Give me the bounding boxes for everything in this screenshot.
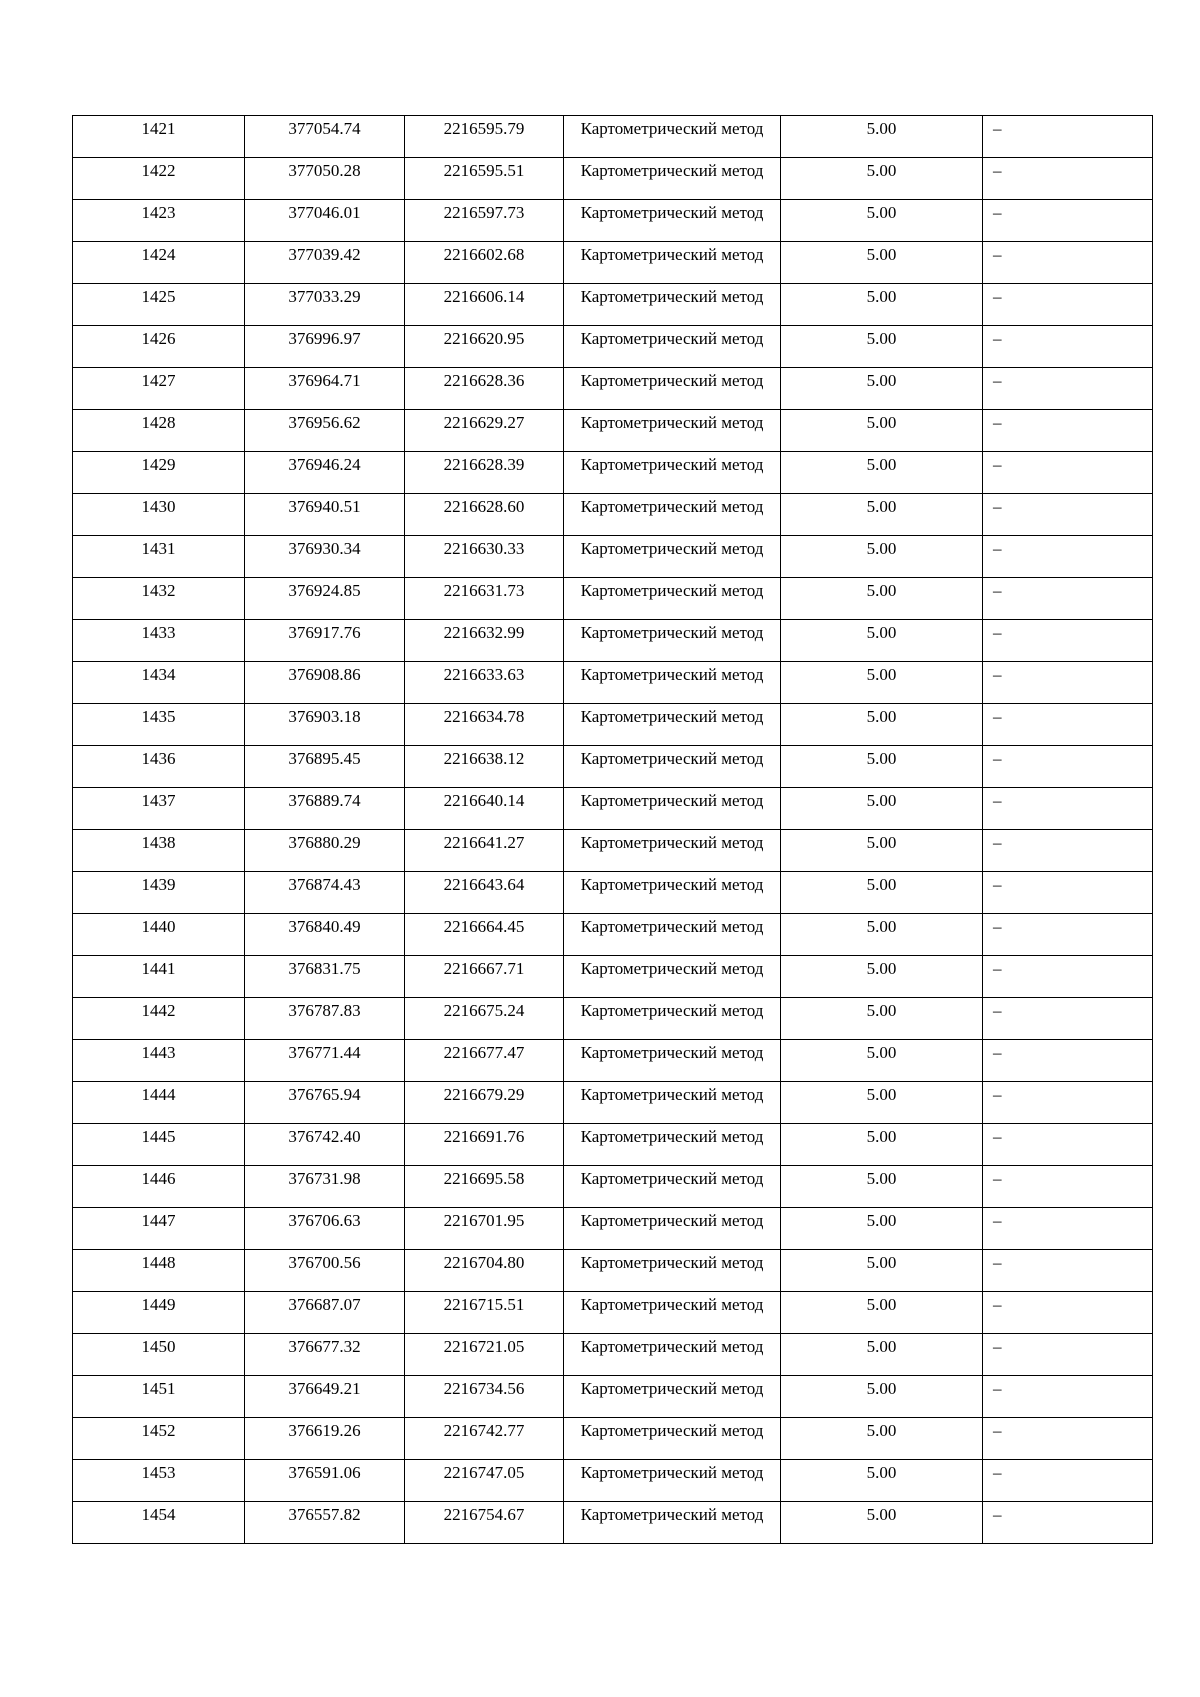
coordinate-x-cell: 377050.28 (245, 158, 405, 200)
method-cell: Картометрический метод (564, 1292, 781, 1334)
note-cell: – (983, 746, 1153, 788)
coordinate-y-cell: 2216691.76 (405, 1124, 564, 1166)
note-cell: – (983, 578, 1153, 620)
coordinate-y-cell: 2216630.33 (405, 536, 564, 578)
coordinate-x-cell: 376964.71 (245, 368, 405, 410)
table-row (73, 494, 1153, 536)
coordinate-y-cell: 2216679.29 (405, 1082, 564, 1124)
coordinate-y-cell: 2216628.39 (405, 452, 564, 494)
coordinate-y-cell: 2216638.12 (405, 746, 564, 788)
table-row (73, 746, 1153, 788)
accuracy-cell: 5.00 (781, 704, 983, 746)
point-number-cell: 1431 (73, 536, 245, 578)
coordinate-x-cell: 377046.01 (245, 200, 405, 242)
method-cell: Картометрический метод (564, 494, 781, 536)
coordinate-y-cell: 2216754.67 (405, 1502, 564, 1544)
table-row (73, 578, 1153, 620)
coordinate-y-cell: 2216634.78 (405, 704, 564, 746)
point-number-cell: 1425 (73, 284, 245, 326)
table-row (73, 284, 1153, 326)
accuracy-cell: 5.00 (781, 620, 983, 662)
accuracy-cell: 5.00 (781, 284, 983, 326)
coordinate-y-cell: 2216677.47 (405, 1040, 564, 1082)
method-cell: Картометрический метод (564, 1502, 781, 1544)
method-cell: Картометрический метод (564, 1334, 781, 1376)
accuracy-cell: 5.00 (781, 1376, 983, 1418)
method-cell: Картометрический метод (564, 578, 781, 620)
point-number-cell: 1436 (73, 746, 245, 788)
point-number-cell: 1450 (73, 1334, 245, 1376)
point-number-cell: 1427 (73, 368, 245, 410)
table-row (73, 620, 1153, 662)
method-cell: Картометрический метод (564, 242, 781, 284)
coordinate-x-cell: 376956.62 (245, 410, 405, 452)
coordinate-x-cell: 376996.97 (245, 326, 405, 368)
note-cell: – (983, 1460, 1153, 1502)
method-cell: Картометрический метод (564, 284, 781, 326)
coordinate-x-cell: 376831.75 (245, 956, 405, 998)
accuracy-cell: 5.00 (781, 494, 983, 536)
coordinate-x-cell: 376889.74 (245, 788, 405, 830)
note-cell: – (983, 872, 1153, 914)
point-number-cell: 1443 (73, 1040, 245, 1082)
point-number-cell: 1430 (73, 494, 245, 536)
accuracy-cell: 5.00 (781, 1124, 983, 1166)
point-number-cell: 1432 (73, 578, 245, 620)
accuracy-cell: 5.00 (781, 1334, 983, 1376)
note-cell: – (983, 830, 1153, 872)
method-cell: Картометрический метод (564, 1418, 781, 1460)
coordinate-y-cell: 2216643.64 (405, 872, 564, 914)
table-row (73, 116, 1153, 158)
coordinate-y-cell: 2216595.51 (405, 158, 564, 200)
accuracy-cell: 5.00 (781, 662, 983, 704)
coordinate-y-cell: 2216633.63 (405, 662, 564, 704)
table-row (73, 1208, 1153, 1250)
accuracy-cell: 5.00 (781, 158, 983, 200)
point-number-cell: 1438 (73, 830, 245, 872)
coordinate-y-cell: 2216595.79 (405, 116, 564, 158)
table-row (73, 326, 1153, 368)
point-number-cell: 1428 (73, 410, 245, 452)
coordinate-y-cell: 2216675.24 (405, 998, 564, 1040)
accuracy-cell: 5.00 (781, 1040, 983, 1082)
note-cell: – (983, 158, 1153, 200)
method-cell: Картометрический метод (564, 452, 781, 494)
table-row (73, 1418, 1153, 1460)
accuracy-cell: 5.00 (781, 368, 983, 410)
accuracy-cell: 5.00 (781, 536, 983, 578)
coordinate-x-cell: 376895.45 (245, 746, 405, 788)
coordinate-y-cell: 2216597.73 (405, 200, 564, 242)
coordinate-y-cell: 2216606.14 (405, 284, 564, 326)
method-cell: Картометрический метод (564, 1250, 781, 1292)
note-cell: – (983, 956, 1153, 998)
coordinate-y-cell: 2216721.05 (405, 1334, 564, 1376)
coordinate-y-cell: 2216628.60 (405, 494, 564, 536)
method-cell: Картометрический метод (564, 1376, 781, 1418)
coordinate-x-cell: 376924.85 (245, 578, 405, 620)
coordinate-x-cell: 376557.82 (245, 1502, 405, 1544)
coordinate-y-cell: 2216628.36 (405, 368, 564, 410)
accuracy-cell: 5.00 (781, 872, 983, 914)
accuracy-cell: 5.00 (781, 1208, 983, 1250)
table-row (73, 536, 1153, 578)
coordinate-y-cell: 2216734.56 (405, 1376, 564, 1418)
table-row (73, 830, 1153, 872)
coordinate-y-cell: 2216715.51 (405, 1292, 564, 1334)
coordinate-x-cell: 376619.26 (245, 1418, 405, 1460)
method-cell: Картометрический метод (564, 620, 781, 662)
accuracy-cell: 5.00 (781, 1166, 983, 1208)
point-number-cell: 1445 (73, 1124, 245, 1166)
accuracy-cell: 5.00 (781, 1460, 983, 1502)
coordinate-x-cell: 376677.32 (245, 1334, 405, 1376)
note-cell: – (983, 620, 1153, 662)
method-cell: Картометрический метод (564, 746, 781, 788)
point-number-cell: 1454 (73, 1502, 245, 1544)
coordinate-x-cell: 376903.18 (245, 704, 405, 746)
coordinate-y-cell: 2216632.99 (405, 620, 564, 662)
point-number-cell: 1426 (73, 326, 245, 368)
table-row (73, 1040, 1153, 1082)
note-cell: – (983, 242, 1153, 284)
coordinate-x-cell: 376591.06 (245, 1460, 405, 1502)
point-number-cell: 1437 (73, 788, 245, 830)
note-cell: – (983, 326, 1153, 368)
table-row (73, 872, 1153, 914)
note-cell: – (983, 1040, 1153, 1082)
method-cell: Картометрический метод (564, 326, 781, 368)
table-row (73, 1334, 1153, 1376)
table-row (73, 1082, 1153, 1124)
coordinate-x-cell: 376706.63 (245, 1208, 405, 1250)
accuracy-cell: 5.00 (781, 242, 983, 284)
note-cell: – (983, 1166, 1153, 1208)
coordinate-y-cell: 2216742.77 (405, 1418, 564, 1460)
table-row (73, 998, 1153, 1040)
coordinate-x-cell: 376874.43 (245, 872, 405, 914)
method-cell: Картометрический метод (564, 1460, 781, 1502)
coordinate-y-cell: 2216747.05 (405, 1460, 564, 1502)
accuracy-cell: 5.00 (781, 956, 983, 998)
table-row (73, 1460, 1153, 1502)
coordinate-x-cell: 377033.29 (245, 284, 405, 326)
coordinate-x-cell: 376946.24 (245, 452, 405, 494)
coordinate-x-cell: 376649.21 (245, 1376, 405, 1418)
table-row (73, 410, 1153, 452)
point-number-cell: 1423 (73, 200, 245, 242)
point-number-cell: 1435 (73, 704, 245, 746)
point-number-cell: 1424 (73, 242, 245, 284)
method-cell: Картометрический метод (564, 956, 781, 998)
coordinate-x-cell: 376940.51 (245, 494, 405, 536)
table-row (73, 956, 1153, 998)
note-cell: – (983, 1124, 1153, 1166)
point-number-cell: 1452 (73, 1418, 245, 1460)
accuracy-cell: 5.00 (781, 1250, 983, 1292)
note-cell: – (983, 998, 1153, 1040)
coordinate-x-cell: 376731.98 (245, 1166, 405, 1208)
table-row (73, 1376, 1153, 1418)
method-cell: Картометрический метод (564, 1124, 781, 1166)
table-row (73, 1166, 1153, 1208)
note-cell: – (983, 1082, 1153, 1124)
point-number-cell: 1446 (73, 1166, 245, 1208)
method-cell: Картометрический метод (564, 158, 781, 200)
note-cell: – (983, 1502, 1153, 1544)
method-cell: Картометрический метод (564, 200, 781, 242)
method-cell: Картометрический метод (564, 116, 781, 158)
coordinate-y-cell: 2216667.71 (405, 956, 564, 998)
accuracy-cell: 5.00 (781, 1502, 983, 1544)
method-cell: Картометрический метод (564, 410, 781, 452)
table-row (73, 1250, 1153, 1292)
method-cell: Картометрический метод (564, 788, 781, 830)
point-number-cell: 1448 (73, 1250, 245, 1292)
point-number-cell: 1449 (73, 1292, 245, 1334)
accuracy-cell: 5.00 (781, 746, 983, 788)
coordinate-x-cell: 376742.40 (245, 1124, 405, 1166)
method-cell: Картометрический метод (564, 914, 781, 956)
point-number-cell: 1433 (73, 620, 245, 662)
note-cell: – (983, 1208, 1153, 1250)
note-cell: – (983, 788, 1153, 830)
method-cell: Картометрический метод (564, 998, 781, 1040)
method-cell: Картометрический метод (564, 536, 781, 578)
coordinate-x-cell: 377039.42 (245, 242, 405, 284)
method-cell: Картометрический метод (564, 1040, 781, 1082)
coordinate-y-cell: 2216701.95 (405, 1208, 564, 1250)
coordinate-x-cell: 376700.56 (245, 1250, 405, 1292)
accuracy-cell: 5.00 (781, 410, 983, 452)
note-cell: – (983, 536, 1153, 578)
coordinate-x-cell: 376840.49 (245, 914, 405, 956)
table-row (73, 704, 1153, 746)
coordinate-y-cell: 2216629.27 (405, 410, 564, 452)
point-number-cell: 1421 (73, 116, 245, 158)
coordinate-y-cell: 2216640.14 (405, 788, 564, 830)
method-cell: Картометрический метод (564, 368, 781, 410)
note-cell: – (983, 1334, 1153, 1376)
method-cell: Картометрический метод (564, 1082, 781, 1124)
table-row (73, 1502, 1153, 1544)
note-cell: – (983, 368, 1153, 410)
table-row (73, 452, 1153, 494)
table-row (73, 914, 1153, 956)
note-cell: – (983, 1292, 1153, 1334)
accuracy-cell: 5.00 (781, 1082, 983, 1124)
table-row (73, 1124, 1153, 1166)
coordinate-y-cell: 2216620.95 (405, 326, 564, 368)
note-cell: – (983, 494, 1153, 536)
point-number-cell: 1451 (73, 1376, 245, 1418)
accuracy-cell: 5.00 (781, 1418, 983, 1460)
table-row (73, 788, 1153, 830)
coordinate-x-cell: 376771.44 (245, 1040, 405, 1082)
coordinate-x-cell: 376880.29 (245, 830, 405, 872)
coordinate-x-cell: 376787.83 (245, 998, 405, 1040)
accuracy-cell: 5.00 (781, 830, 983, 872)
table-row (73, 368, 1153, 410)
method-cell: Картометрический метод (564, 872, 781, 914)
method-cell: Картометрический метод (564, 1208, 781, 1250)
point-number-cell: 1434 (73, 662, 245, 704)
accuracy-cell: 5.00 (781, 1292, 983, 1334)
coordinate-y-cell: 2216704.80 (405, 1250, 564, 1292)
coordinate-y-cell: 2216664.45 (405, 914, 564, 956)
coordinate-x-cell: 376765.94 (245, 1082, 405, 1124)
note-cell: – (983, 116, 1153, 158)
coordinate-x-cell: 376917.76 (245, 620, 405, 662)
point-number-cell: 1441 (73, 956, 245, 998)
note-cell: – (983, 1376, 1153, 1418)
point-number-cell: 1439 (73, 872, 245, 914)
coordinates-table-body (73, 116, 1153, 1544)
method-cell: Картометрический метод (564, 662, 781, 704)
point-number-cell: 1429 (73, 452, 245, 494)
accuracy-cell: 5.00 (781, 578, 983, 620)
accuracy-cell: 5.00 (781, 998, 983, 1040)
point-number-cell: 1453 (73, 1460, 245, 1502)
note-cell: – (983, 704, 1153, 746)
coordinates-table (72, 115, 1153, 1544)
table-row (73, 1292, 1153, 1334)
table-row (73, 158, 1153, 200)
method-cell: Картометрический метод (564, 1166, 781, 1208)
note-cell: – (983, 410, 1153, 452)
point-number-cell: 1440 (73, 914, 245, 956)
note-cell: – (983, 1418, 1153, 1460)
note-cell: – (983, 914, 1153, 956)
accuracy-cell: 5.00 (781, 200, 983, 242)
table-row (73, 662, 1153, 704)
point-number-cell: 1444 (73, 1082, 245, 1124)
accuracy-cell: 5.00 (781, 452, 983, 494)
coordinate-x-cell: 376908.86 (245, 662, 405, 704)
point-number-cell: 1422 (73, 158, 245, 200)
accuracy-cell: 5.00 (781, 326, 983, 368)
table-row (73, 242, 1153, 284)
note-cell: – (983, 200, 1153, 242)
method-cell: Картометрический метод (564, 830, 781, 872)
note-cell: – (983, 662, 1153, 704)
coordinate-x-cell: 377054.74 (245, 116, 405, 158)
accuracy-cell: 5.00 (781, 116, 983, 158)
point-number-cell: 1442 (73, 998, 245, 1040)
note-cell: – (983, 284, 1153, 326)
coordinate-x-cell: 376930.34 (245, 536, 405, 578)
accuracy-cell: 5.00 (781, 914, 983, 956)
coordinate-y-cell: 2216631.73 (405, 578, 564, 620)
point-number-cell: 1447 (73, 1208, 245, 1250)
coordinate-y-cell: 2216695.58 (405, 1166, 564, 1208)
table-row (73, 200, 1153, 242)
note-cell: – (983, 452, 1153, 494)
coordinate-x-cell: 376687.07 (245, 1292, 405, 1334)
note-cell: – (983, 1250, 1153, 1292)
accuracy-cell: 5.00 (781, 788, 983, 830)
coordinate-y-cell: 2216641.27 (405, 830, 564, 872)
method-cell: Картометрический метод (564, 704, 781, 746)
coordinate-y-cell: 2216602.68 (405, 242, 564, 284)
